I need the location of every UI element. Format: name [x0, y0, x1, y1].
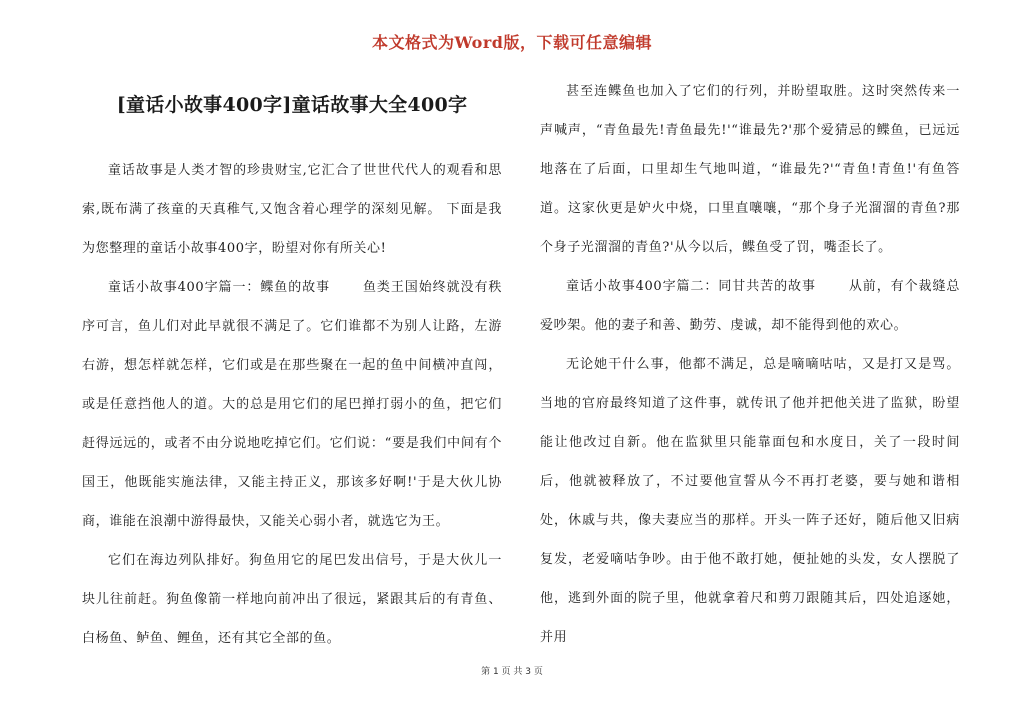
- paragraph: 童话小故事400字篇二：同甘共苦的故事 从前，有个裁缝总爱吵架。他的妻子和善、勤劳、虔诚，却不能得到他的欢心。: [540, 279, 960, 333]
- paragraph: 童话故事是人类才智的珍贵财宝,它汇合了世世代代人的观看和思索,既布满了孩童的天真稚气,又饱含着心理学的深刻见解。 下面是我为您整理的童话小故事400字，盼望对你有所关心!: [82, 163, 502, 256]
- paragraph: 甚至连鲽鱼也加入了它们的行列，并盼望取胜。这时突然传来一声喊声，“青鱼最先!青鱼最先!'“谁最先?'那个爱猜忌的鲽鱼，已远远地落在了后面，口里却生气地叫道，“谁最先?'“青鱼!青鱼!'有鱼答道。这家伙更是妒火中烧，口里直嚷嚷，“那个身子光溜溜的青鱼?那个身子光溜溜的青鱼?'从今以后，鲽鱼受了罚，嘴歪长了。: [540, 84, 960, 255]
- page-banner: 本文格式为Word版，下载可任意编辑: [372, 33, 652, 52]
- paragraph: 童话小故事400字篇一：鲽鱼的故事 鱼类王国始终就没有秩序可言，鱼儿们对此早就很不满足了。它们谁都不为别人让路，左游右游，想怎样就怎样，它们或是在那些聚在一起的鱼中间横冲直闯，或是任意挡他人的道。大的总是用它们的尾巴掸打弱小的鱼，把它们赶得远远的，或者不由分说地吃掉它们。它们说：“要是我们中间有个国王，他既能实施法律，又能主持正义，那该多好啊!'于是大伙儿协商，谁能在浪潮中游得最快，又能关心弱小者，就选它为王。: [82, 280, 502, 529]
- document-title: [童话小故事400字]童话故事大全400字: [116, 94, 468, 116]
- left-column: [82, 78, 502, 658]
- page-footer: 第 1 页 共 3 页: [481, 667, 543, 677]
- paragraph: 无论她干什么事，他都不满足，总是嘀嘀咕咕，又是打又是骂。当地的官府最终知道了这件事，就传讯了他并把他关进了监狱，盼望能让他改过自新。他在监狱里只能靠面包和水度日，关了一段时间后，他就被释放了，不过要他宣誓从今不再打老婆，要与她和谐相处，休戚与共，像夫妻应当的那样。开头一阵子还好，随后他又旧病复发，老爱嘀咕争吵。由于他不敢打她，便扯她的头发，女人摆脱了他，逃到外面的院子里，他就拿着尺和剪刀跟随其后，四处追逐她，并用: [540, 357, 960, 645]
- right-column: [540, 72, 960, 657]
- paragraph: 它们在海边列队排好。狗鱼用它的尾巴发出信号，于是大伙儿一块儿往前赶。狗鱼像箭一样地向前冲出了很远，紧跟其后的有青鱼、白杨鱼、鲈鱼、鲤鱼，还有其它全部的鱼。: [82, 553, 502, 646]
